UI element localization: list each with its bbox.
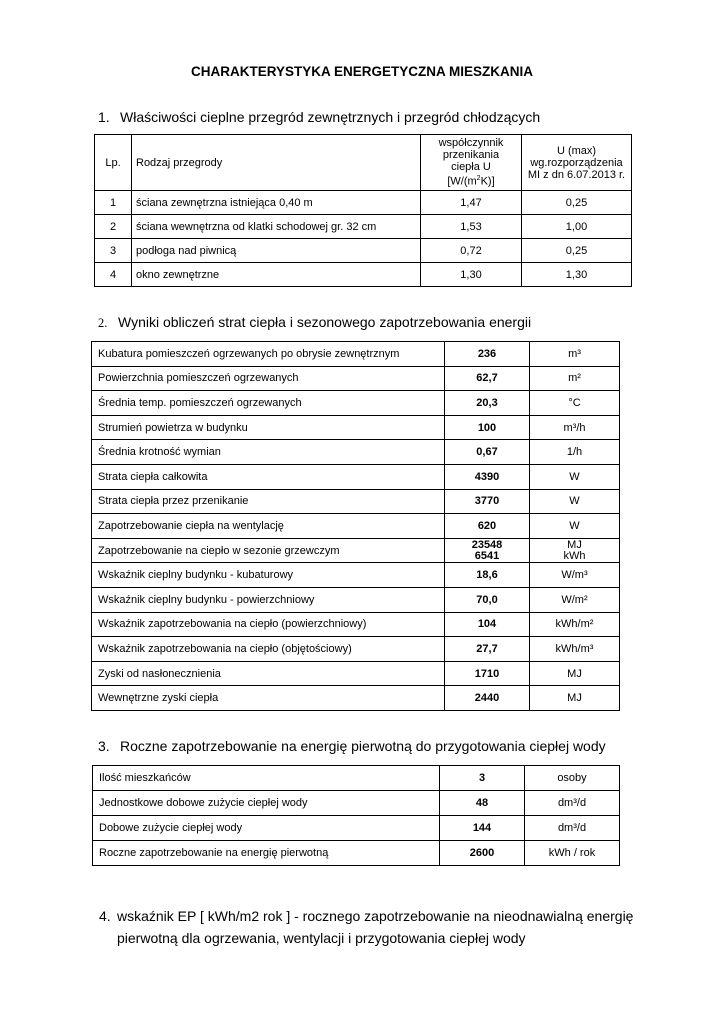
- section-title: wskaźnik EP [ kWh/m2 rok ] - rocznego zapotrzebowanie na nieodnawialną energię: [117, 908, 634, 924]
- row-unit: °C: [530, 391, 620, 416]
- header-umax-line: MI z dn 6.07.2013 r.: [527, 168, 626, 181]
- row-unit: MJ: [530, 661, 620, 686]
- row-label: Zapotrzebowanie ciepła na wentylację: [92, 514, 445, 539]
- row-value: 18,6: [445, 563, 530, 588]
- table-row: [92, 612, 620, 637]
- table-row: [95, 215, 632, 239]
- value-line: 23548: [471, 538, 503, 551]
- table-row: [92, 464, 620, 489]
- section-title: Roczne zapotrzebowanie na energię pierwotną do przygotowania ciepłej wody: [120, 738, 606, 754]
- table-row: [92, 538, 620, 563]
- table-row: [95, 263, 632, 287]
- section-number: 2.: [98, 316, 108, 330]
- row-type: ściana zewnętrzna istniejąca 0,40 m: [132, 191, 421, 215]
- table-row: [92, 661, 620, 686]
- section-number: 4.: [99, 908, 111, 924]
- row-umax: 0,25: [522, 191, 632, 215]
- header-umax-line: wg.rozporządzenia: [530, 156, 623, 169]
- section-3-heading: [98, 738, 606, 754]
- row-type: podłoga nad piwnicą: [132, 239, 421, 263]
- row-lp: 2: [95, 215, 132, 239]
- unit-pre: [W/(m: [447, 175, 477, 188]
- row-value: 236: [445, 342, 530, 367]
- section-title: Właściwości cieplne przegród zewnętrznych i przegród chłodzących: [120, 109, 541, 125]
- row-label: Średnia temp. pomieszczeń ogrzewanych: [92, 391, 445, 416]
- row-value: 4390: [445, 464, 530, 489]
- row-unit: W/m²: [530, 587, 620, 612]
- row-unit: W: [530, 514, 620, 539]
- table-row: [93, 816, 620, 841]
- row-lp: 4: [95, 263, 132, 287]
- row-label: Strata ciepła całkowita: [92, 464, 445, 489]
- row-unit: kWh/m³: [530, 637, 620, 662]
- row-label: Zyski od nasłonecznienia: [92, 661, 445, 686]
- row-value: 104: [445, 612, 530, 637]
- row-umax: 1,00: [522, 215, 632, 239]
- row-unit: osoby: [525, 766, 620, 791]
- row-label: Wskaźnik zapotrzebowania na ciepło (objętościowy): [92, 637, 445, 662]
- row-value: 1710: [445, 661, 530, 686]
- header-coefficient: [421, 135, 522, 191]
- row-value: 2440: [445, 686, 530, 711]
- row-lp: 1: [95, 191, 132, 215]
- row-label: Zapotrzebowanie na ciepło w sezonie grzewczym: [92, 538, 445, 563]
- row-umax: 0,25: [522, 239, 632, 263]
- row-value: 620: [445, 514, 530, 539]
- row-label: Roczne zapotrzebowanie na energię pierwotną: [93, 841, 440, 866]
- row-unit: W: [530, 489, 620, 514]
- row-unit: kWh/m²: [530, 612, 620, 637]
- row-label: Kubatura pomieszczeń ogrzewanych po obrysie zewnętrznym: [92, 342, 445, 367]
- row-label: Średnia krotność wymian: [92, 440, 445, 465]
- row-label: Strumień powietrza w budynku: [92, 415, 445, 440]
- row-value: 144: [440, 816, 525, 841]
- row-umax: 1,30: [522, 263, 632, 287]
- row-u: 1,30: [421, 263, 522, 287]
- section-4-line-1: [99, 905, 699, 927]
- row-unit: m³: [530, 342, 620, 367]
- row-value: 70,0: [445, 587, 530, 612]
- row-unit: [530, 538, 620, 563]
- row-label: Wskaźnik cieplny budynku - powierzchniowy: [92, 587, 445, 612]
- row-u: 1,47: [421, 191, 522, 215]
- row-label: Wskaźnik zapotrzebowania na ciepło (powierzchniowy): [92, 612, 445, 637]
- table-row: [92, 415, 620, 440]
- row-unit: dm³/d: [525, 791, 620, 816]
- header-lp: Lp.: [95, 135, 132, 191]
- row-unit: 1/h: [530, 440, 620, 465]
- table-row: [95, 239, 632, 263]
- row-value: [445, 538, 530, 563]
- table-row: [95, 191, 632, 215]
- hot-water-table: [92, 765, 620, 866]
- unit-line: kWh: [563, 549, 586, 562]
- row-label: Wskaźnik cieplny budynku - kubaturowy: [92, 563, 445, 588]
- header-coef-unit: [425, 173, 517, 188]
- row-value: 48: [440, 791, 525, 816]
- unit-post: K)]: [480, 175, 495, 188]
- table-row: [92, 489, 620, 514]
- value-line: 6541: [474, 549, 500, 562]
- row-label: Jednostkowe dobowe zużycie ciepłej wody: [93, 791, 440, 816]
- row-type: ściana wewnętrzna od klatki schodowej gr. 32 cm: [132, 215, 421, 239]
- row-value: 20,3: [445, 391, 530, 416]
- section-1-heading: [98, 109, 540, 125]
- row-value: 27,7: [445, 637, 530, 662]
- table-row: [92, 440, 620, 465]
- table-row: [92, 342, 620, 367]
- row-value: 2600: [440, 841, 525, 866]
- row-value: 3: [440, 766, 525, 791]
- section-4-line-2: pierwotną dla ogrzewania, wentylacji i przygotowania ciepłej wody: [117, 930, 526, 946]
- table-row: [92, 686, 620, 711]
- table-row: [92, 637, 620, 662]
- row-label: Powierzchnia pomieszczeń ogrzewanych: [92, 366, 445, 391]
- section-2-heading: [98, 314, 531, 331]
- heat-loss-table: [91, 341, 620, 711]
- header-coef-line: przenikania: [442, 149, 500, 162]
- row-label: Ilość mieszkańców: [93, 766, 440, 791]
- row-unit: W/m³: [530, 563, 620, 588]
- row-value: 62,7: [445, 366, 530, 391]
- header-umax-line: U (max): [556, 144, 597, 157]
- section-number: 1.: [98, 109, 110, 125]
- unit-sup: 2: [476, 175, 481, 183]
- document-title: CHARAKTERYSTYKA ENERGETYCZNA MIESZKANIA: [190, 64, 533, 79]
- section-title: Wyniki obliczeń strat ciepła i sezonowego zapotrzebowania energii: [118, 314, 532, 330]
- row-value: 100: [445, 415, 530, 440]
- row-unit: m³/h: [530, 415, 620, 440]
- row-label: Wewnętrzne zyski ciepła: [92, 686, 445, 711]
- row-lp: 3: [95, 239, 132, 263]
- row-unit: MJ: [530, 686, 620, 711]
- header-umax: [522, 135, 632, 191]
- table-row: [92, 514, 620, 539]
- unit-line: MJ: [567, 538, 582, 551]
- row-value: 3770: [445, 489, 530, 514]
- table-row: [92, 391, 620, 416]
- header-type: Rodzaj przegrody: [132, 135, 421, 191]
- row-type: okno zewnętrzne: [132, 263, 421, 287]
- row-u: 1,53: [421, 215, 522, 239]
- table-row: [92, 587, 620, 612]
- row-label: Dobowe zużycie ciepłej wody: [93, 816, 440, 841]
- section-number: 3.: [98, 738, 110, 754]
- thermal-properties-table: [94, 134, 632, 287]
- row-label: Strata ciepła przez przenikanie: [92, 489, 445, 514]
- row-unit: W: [530, 464, 620, 489]
- row-unit: kWh / rok: [525, 841, 620, 866]
- section-4-heading: [99, 905, 699, 949]
- header-coef-line: ciepła U: [451, 161, 491, 174]
- table-header: [95, 135, 632, 191]
- row-u: 0,72: [421, 239, 522, 263]
- table-row: [92, 563, 620, 588]
- row-unit: dm³/d: [525, 816, 620, 841]
- table-row: [93, 766, 620, 791]
- table-row: [93, 791, 620, 816]
- table-row: [92, 366, 620, 391]
- row-unit: m²: [530, 366, 620, 391]
- table-row: [93, 841, 620, 866]
- row-value: 0,67: [445, 440, 530, 465]
- header-coef-line: współczynnik: [438, 137, 504, 150]
